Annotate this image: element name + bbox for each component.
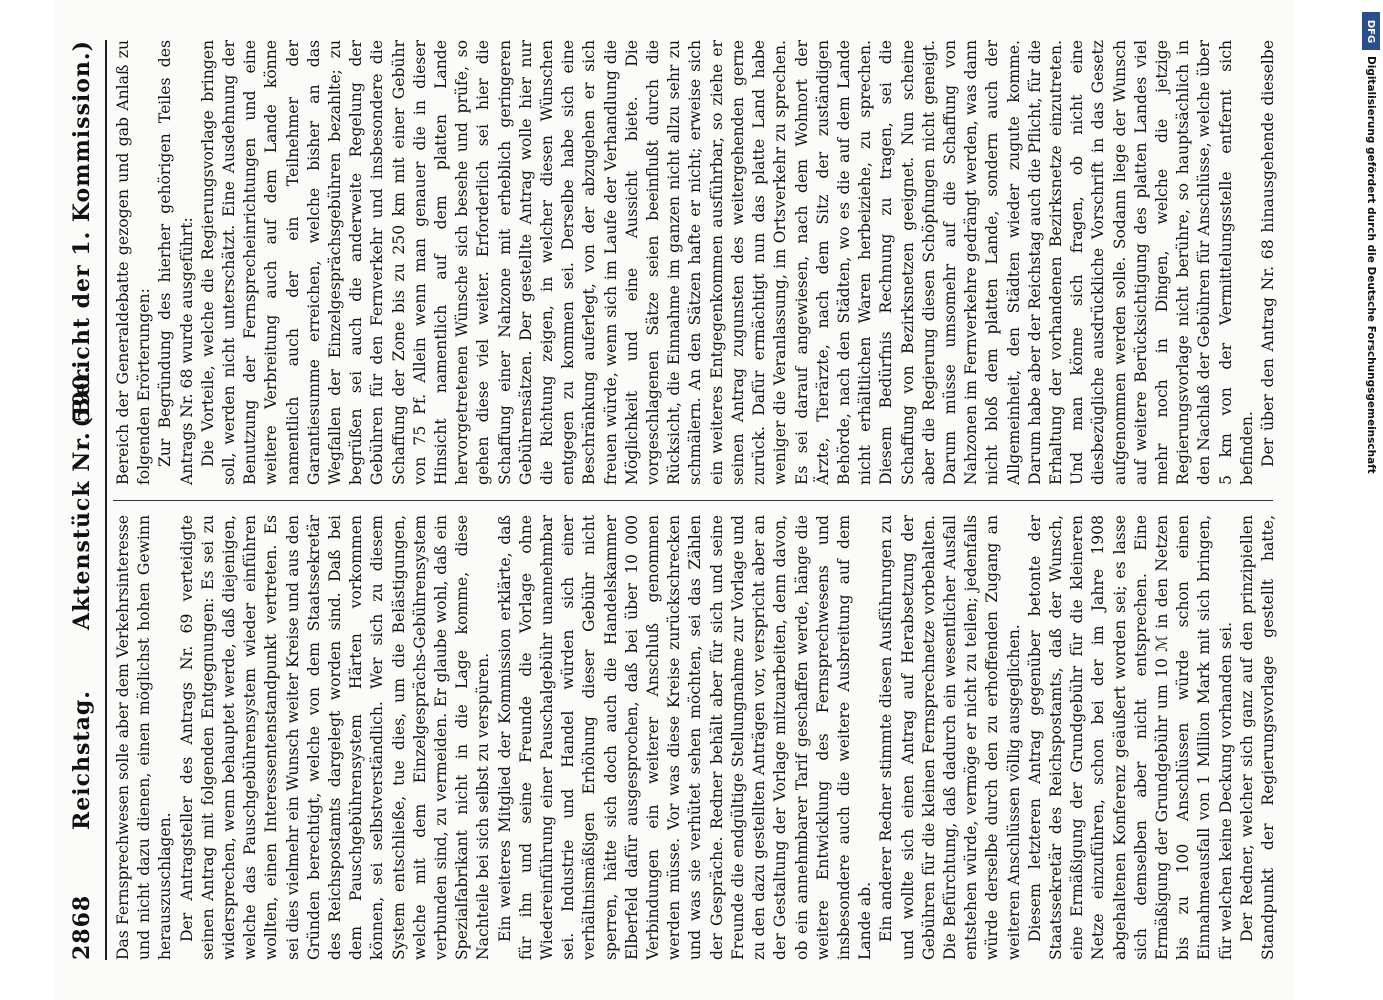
- credit-text: Digitalisierung gefördert durch die Deutsche Forschungsgemeinschaft: [1365, 56, 1377, 474]
- document-page: [55, 0, 1295, 1000]
- paragraph: Die Vorteile, welche die Regierungsvorlage bringen soll, werden nicht unterschätzt. Eine Ausdehnung der Benutzung der Fernsprecheinrichtungen und eine weitere Verbreitung auch auf dem Lande könne namentlich auch der ein Teilnehmer der Garantiesumme erreichen, welche bisher an das Wegfallen der Einzelgesprächsgebühren bezahlte; zu begrüßen sei auch die anderweite Regelung der Gebühren für den Fernverkehr und insbesondere die Schaffung der Zone bis zu 250 km mit einer Gebühr von 75 Pf. Allein wenn man genauer die in dieser Hinsicht namentlich auf dem platten Lande hervorgetretenen Wünsche sich besehe und prüfe, so gehen diese viel weiter. Erforderlich sei hier die Schaffung einer Nahzone mit erheblich geringeren Gebührensätzen. Der gestellte Antrag wolle hier nur die Richtung zeigen, in welcher diesen Wünschen entgegen zu kommen sei. Derselbe habe sich eine Beschränkung auferlegt, von der abzugehen er sich freuen würde, wenn sich im Laufe der Verhandlung die Möglichkeit und eine Aussicht biete. Die vorgeschlagenen Sätze seien beeinflußt durch die Rücksicht, die Einnahme im ganzen nicht allzu sehr zu schmälern. An den Sätzen hafte er nicht; erweise sich ein weiteres Entgegenkommen ausführbar, so ziehe er seinen Antrag zugunsten des weitergehenden gerne zurück. Dafür ermächtigt nun das platte Land habe weniger die Veranlassung, im Ortsverkehr zu sprechen. Es sei darauf angewiesen, nach dem Wohnort der Ärzte, Tierärzte, nach dem Sitz der zuständigen Behörde, nach den Städten, wo es die auf dem Lande nicht erhältlichen Waren herbeiziehe, zu sprechen. Diesem Bedürfnis Rechnung zu tragen, sei die Schaffung von Bezirksnetzen geeignet. Nun scheine aber die Regierung diesen Schöpfungen nicht geneigt. Darum müsse umsomehr auf die Schaffung von Nahzonen im Fernverkehre gedrängt werden, was dann nicht bloß dem platten Lande, sondern auch der Allgemeinheit, den Städten wieder zugute komme. Darum habe aber der Reichstag auch die Pflicht, für die Erhaltung der vorhandenen Bezirksnetze einzutreten. Und man könne sich fragen, ob nicht eine diesbezügliche ausdrückliche Vorschrift in das Gesetz aufgenommen werden solle. Sodann liege der Wunsch auf weitere Berücksichtigung des platten Landes viel mehr noch in Dingen, welche die jetzige Regierungsvorlage nicht berühre, so hauptsächlich in den Nachlaß der Gebühren für Anschlüsse, welche über 5 km von der Vermittelungsstelle entfernt sich befinden.: [198, 40, 1256, 485]
- right-column: [113, 40, 1278, 485]
- paragraph: Zur Begründung des hierher gehörigen Teiles des Antrags Nr. 68 wurde ausgeführt:: [156, 40, 196, 485]
- paragraph: Der über den Antrag Nr. 68 hinausgehende dieselbe: [1258, 40, 1277, 467]
- digitization-credit: [1360, 8, 1382, 988]
- paragraph: Diesem letzteren Antrag gegenüber betonte der Staatssekretär des Reichspostamts, daß der Wunsch, eine Ermäßigung der Grundgebühr für die kleineren Netze einzuführen, schon bei der im Jahre 1908 abgehaltenen Konferenz geäußert worden sei; es lasse sich demselben aber nicht entsprechen. Eine Ermäßigung der Grundgebühr um 10 ℳ in den Netzen bis zu 100 Anschlüssen würde schon einen Einnahmeausfall von 1 Million Mark mit sich bringen, für welchen keine Deckung vorhanden sei.: [1025, 515, 1235, 960]
- paragraph: Ein anderer Redner stimmte diesen Ausführungen zu und wollte sich einen Antrag auf Herabsetzung der Gebühren für die kleinen Fernsprechnetze vorbehalten. Die Befürchtung, daß dadurch ein wesentlicher Ausfall entstehen würde, vermöge er nicht zu teilen; jedenfalls würde derselbe durch den zu erhoffenden Zugang an weiteren Anschlüssen völlig ausgeglichen.: [877, 515, 1023, 960]
- page-number: 2868: [69, 894, 95, 960]
- dfg-logo: DFG: [1362, 12, 1380, 50]
- header-rule: [105, 40, 107, 960]
- paragraph: Ein weiteres Mitglied der Kommission erklärte, daß für ihn und seine Freunde die Vorlage ohne Wiedereinführung einer Pauschalgebühr unannehmbar sei. Industrie und Handel würden sich einer verhältnismäßigen Erhöhung dieser Gebühr nicht sperren, hätte sich doch auch die Handelskammer Elberfeld dafür ausgesprochen, daß bei über 10 000 Verbindungen ein weiterer Anschluß genommen werden müsse. Vor was diese Kreise zurückschrecken und was sie verhütet sehen möchten, sei das Zählen der Gespräche. Redner behält aber für sich und seine Freunde die endgültige Stellungnahme zur Vorlage und zu den dazu gestellten Anträgen vor, verspricht aber an der Gestaltung der Vorlage mitzuarbeiten, denn davon, ob ein annehmbarer Tarif geschaffen werde, hänge die weitere Entwicklung des Fernsprechwesens und insbesondere auch die weitere Ausbreitung auf dem Lande ab.: [495, 515, 875, 960]
- document-title: Aktenstück Nr. 590.: [69, 365, 95, 630]
- paragraph: Der Redner, welcher sich ganz auf den prinzipiellen Standpunkt der Regierungsvorlage gestellt hatte,: [1237, 515, 1277, 960]
- column-divider: [113, 500, 1273, 501]
- running-title-right: (Bericht der 1. Kommission.): [69, 40, 95, 428]
- running-title-left: Reichstag.: [69, 690, 95, 830]
- paragraph: Das Fernsprechwesen solle aber dem Verkehrsinteresse und nicht dazu dienen, einen möglichst hohen Gewinn herauszuschlagen.: [114, 515, 175, 960]
- paragraph: Bereich der Generaldebatte gezogen und gab Anlaß zu folgenden Erörterungen:: [114, 40, 154, 485]
- left-column: [113, 515, 1278, 960]
- paragraph: Der Antragsteller des Antrags Nr. 69 verteidigte seinen Antrag mit folgenden Entgegnungen: Es sei zu widersprechen, wenn behauptet werde, daß diejenigen, welche das Pauschgebührensystem wieder einführen wollten, einen Interessentenstandpunkt vertreten. Es sei dies vielmehr ein Wunsch weiter Kreise und aus den Gründen berechtigt, welche von dem Staatssekretär des Reichspostamts dargelegt worden sind. Daß bei dem Pauschgebührensystem Härten vorkommen können, sei selbstverständlich. Wer sich zu diesem System entschließe, tue dies, um die Belästigungen, welche mit dem Einzelgesprächs-Gebührensystem verbunden sind, zu vermeiden. Er glaube wohl, daß ein Spezialfabrikant nicht in die Lage komme, diese Nachteile bei sich selbst zu verspüren.: [177, 515, 493, 960]
- page-header: [63, 40, 103, 960]
